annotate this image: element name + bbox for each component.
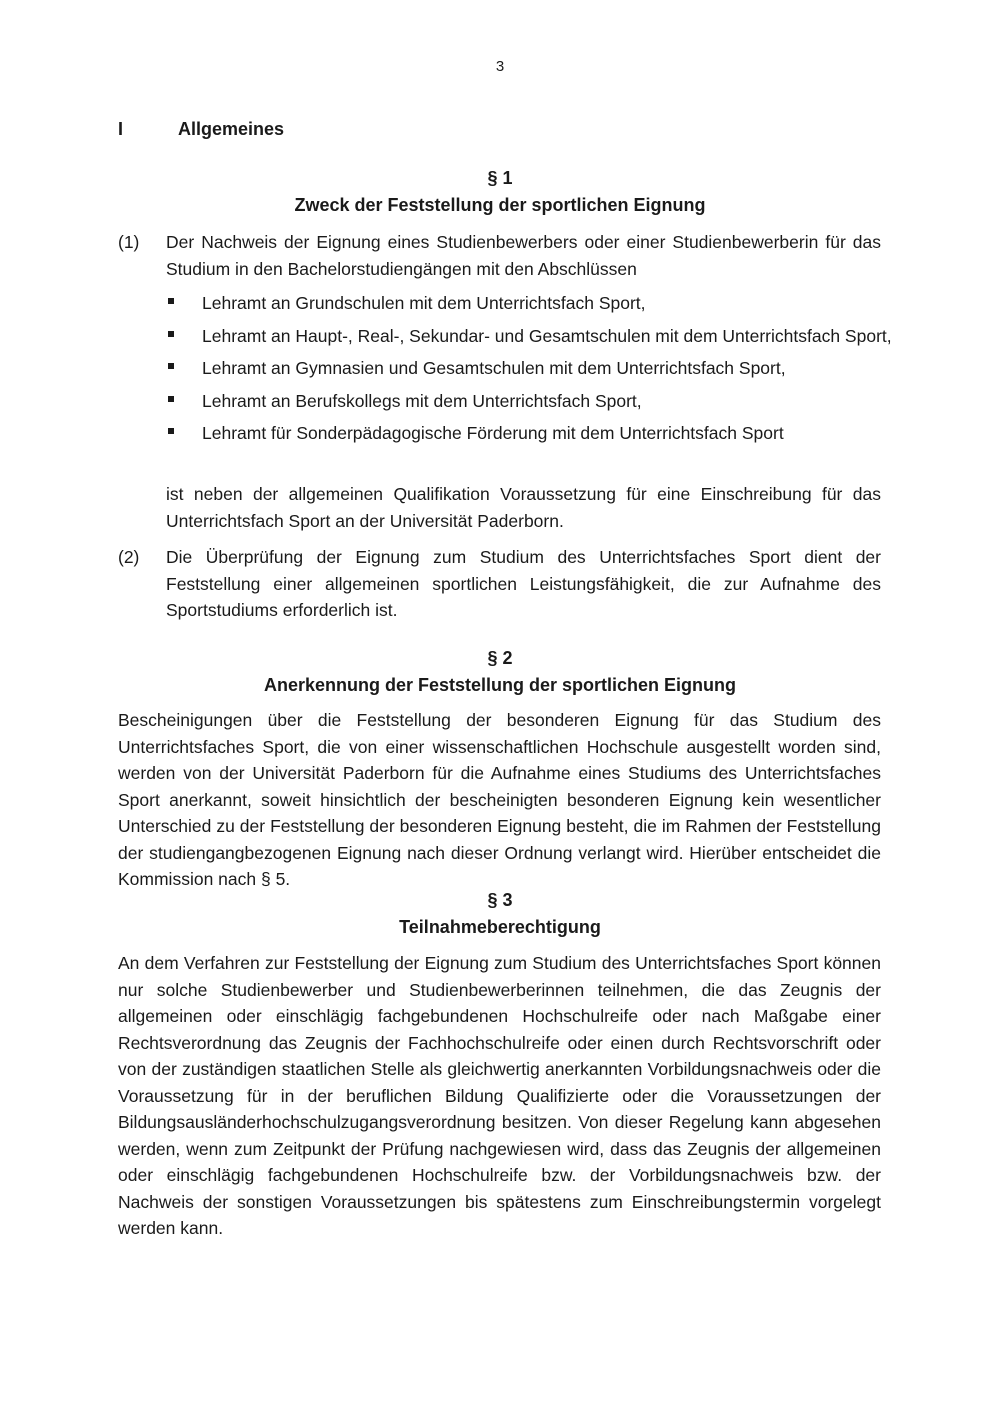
paragraph-3-text: An dem Verfahren zur Feststellung der Eignung zum Studium des Unterrichtsfaches Sport können nur solche Studienbewerber und Studienbewerberinnen teilnehmen, die das Zeugnis der allgemeinen oder einschlägig fachgebundenen Hochschulreife oder nach Maßgabe einer Rechtsverordnung das Zeugnis der Fachhochschulreife oder einen durch Rechtsvorschrift oder von der zuständigen staatlichen Stelle als gleichwertig anerkannten Vorbildungsnachweis oder die Voraussetzung für in der beruflichen Bildung Qualifizierte oder die Voraussetzungen der Bildungsausländerhochschulzugangsverordnung besitzen. Von dieser Regelung kann abgesehen werden, wenn zum Zeitpunkt der Prüfung nachgewiesen wird, dass das Zeugnis der allgemeinen oder einschlägig fachgebundenen Hochschulreife bzw. der Vorbildungsnachweis bzw. der Nachweis der sonstigen Voraussetzungen bis spätestens zum Einschreibungstermin vorgelegt werden kann. bbox=[118, 953, 881, 1238]
list-item bbox=[166, 355, 881, 388]
paragraph-1-heading bbox=[0, 165, 1000, 219]
paragraph-2-title: Anerkennung der Feststellung der sportlichen Eignung bbox=[263, 675, 737, 695]
subsection-outro-text: ist neben der allgemeinen Qualifikation Voraussetzung für eine Einschreibung für das Unterrichtsfach Sport an der Universität Paderborn. bbox=[166, 484, 881, 531]
paragraph-3-symbol: § 3 bbox=[487, 890, 513, 910]
section-roman-numeral: I bbox=[118, 119, 124, 139]
subsection-number: (2) bbox=[118, 547, 140, 567]
list-item bbox=[166, 420, 881, 453]
paragraph-1-subsection-2 bbox=[118, 544, 881, 624]
degree-list bbox=[166, 290, 892, 453]
bullet-square-icon bbox=[168, 363, 174, 369]
subsection-number: (1) bbox=[118, 232, 140, 252]
paragraph-1-subsection-1 bbox=[118, 229, 881, 282]
list-item bbox=[166, 323, 892, 356]
bullet-square-icon bbox=[168, 396, 174, 402]
subsection-intro-text: Der Nachweis der Eignung eines Studienbewerbers oder einer Studienbewerberin für das Studium in den Bachelorstudiengängen mit den Abschlüssen bbox=[166, 232, 881, 279]
list-item-text: Lehramt an Berufskollegs mit dem Unterrichtsfach Sport, bbox=[202, 390, 642, 411]
page-number: 3 bbox=[495, 58, 505, 75]
paragraph-3-heading bbox=[0, 887, 1000, 941]
paragraph-2-text: Bescheinigungen über die Feststellung der besonderen Eignung für das Studium des Unterrichtsfaches Sport, die von einer wissenschaftlichen Hochschule ausgestellt worden sind, werden von der Universität Paderborn für die Aufnahme eines Studiums des Unterrichtsfaches Sport anerkannt, soweit hinsichtlich der bescheinigten besonderen Eignung kein wesentlicher Unterschied zu der Feststellung der besonderen Eignung besteht, die im Rahmen der Feststellung der studiengangbezogenen Eignung nach dieser Ordnung verlangt wird. Hierüber entscheidet die Kommission nach § 5. bbox=[118, 710, 881, 889]
paragraph-3-title: Teilnahmeberechtigung bbox=[399, 917, 601, 937]
section-heading bbox=[118, 119, 284, 140]
subsection-text: Die Überprüfung der Eignung zum Studium des Unterrichtsfaches Sport dient der Feststellung einer allgemeinen sportlichen Leistungsfähigkeit, die zur Aufnahme des Sportstudiums erforderlich ist. bbox=[166, 547, 881, 620]
list-item-text: Lehramt für Sonderpädagogische Förderung mit dem Unterrichtsfach Sport bbox=[202, 423, 784, 443]
paragraph-2-symbol: § 2 bbox=[487, 648, 513, 668]
section-title: Allgemeines bbox=[178, 119, 285, 139]
list-item-text: Lehramt an Gymnasien und Gesamtschulen mit dem Unterrichtsfach Sport, bbox=[202, 358, 786, 378]
bullet-square-icon bbox=[168, 428, 174, 434]
list-item bbox=[166, 290, 881, 323]
paragraph-2-heading bbox=[0, 645, 1000, 699]
list-item-text: Lehramt an Haupt-, Real-, Sekundar- und Gesamtschulen mit dem Unterrichtsfach Sport, bbox=[202, 325, 892, 346]
bullet-square-icon bbox=[168, 298, 174, 304]
list-item-text: Lehramt an Grundschulen mit dem Unterrichtsfach Sport, bbox=[202, 293, 646, 313]
bullet-square-icon bbox=[168, 331, 174, 337]
paragraph-1-symbol: § 1 bbox=[487, 168, 513, 188]
paragraph-1-title: Zweck der Feststellung der sportlichen Eignung bbox=[294, 195, 706, 215]
list-item bbox=[166, 388, 881, 421]
